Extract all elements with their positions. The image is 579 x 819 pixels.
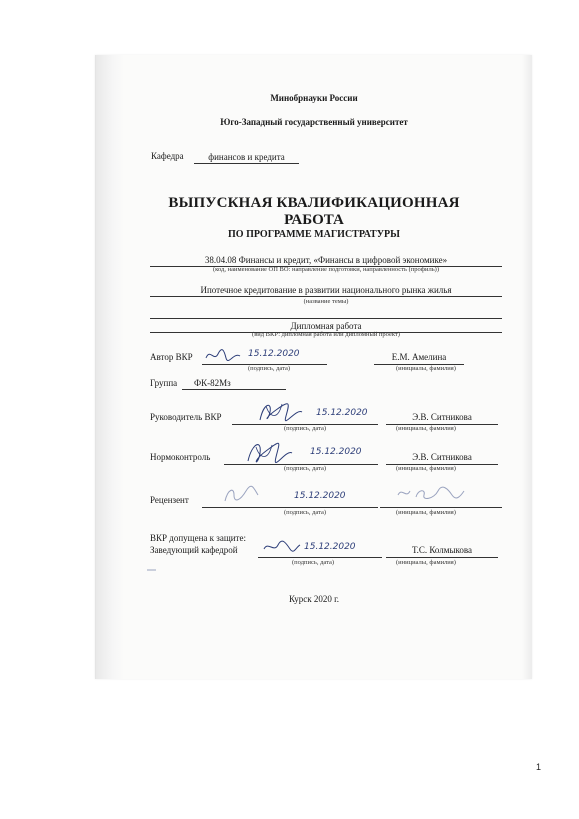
head-name-caption: (инициалы, фамилия) — [396, 559, 456, 566]
reviewer-sign-caption: (подпись, дата) — [284, 509, 327, 516]
author-name: Е.М. Амелина — [374, 352, 464, 365]
supervisor-name-caption: (инициалы, фамилия) — [396, 425, 456, 432]
author-name-caption: (инициалы, фамилия) — [396, 365, 456, 372]
supervisor-name: Э.В. Ситникова — [386, 412, 498, 425]
head-sign-caption: (подпись, дата) — [292, 559, 335, 566]
author-signature — [204, 346, 244, 364]
work-type-field: Дипломная работа — [150, 320, 502, 333]
ministry-heading: Минобрнауки России — [270, 93, 358, 103]
city-year: Курск 2020 г. — [288, 594, 340, 604]
author-sign-caption: (подпись, дата) — [248, 365, 291, 372]
group-label: Группа — [150, 378, 178, 388]
head-name: Т.С. Колмыкова — [386, 545, 498, 558]
scanned-title-page — [95, 55, 532, 679]
topic-field: Ипотечное кредитование в развитии национального рынка жилья — [150, 284, 502, 297]
thesis-title-line1: ВЫПУСКНАЯ КВАЛИФИКАЦИОННАЯ — [168, 195, 460, 211]
reviewer-label: Рецензент — [150, 495, 189, 505]
work-type-caption: (вид ВКР: дипломная работа или дипломный проект) — [252, 331, 400, 338]
normcontrol-label: Нормоконтроль — [150, 452, 211, 462]
direction-caption: (код, наименование ОП ВО: направление подготовки, направленность (профиль)) — [213, 266, 439, 273]
supervisor-label: Руководитель ВКР — [150, 412, 222, 422]
program-level: ПО ПРОГРАММЕ МАГИСТРАТУРЫ — [228, 229, 400, 240]
scan-edge-shadow — [522, 55, 532, 679]
normcontrol-name: Э.В. Ситникова — [386, 452, 498, 465]
reviewer-name-handwritten — [396, 485, 466, 501]
normcontrol-name-caption: (инициалы, фамилия) — [396, 465, 456, 472]
reviewer-signature — [222, 483, 262, 505]
head-signature — [262, 539, 302, 555]
head-label: Заведующий кафедрой — [150, 545, 238, 555]
direction-field: 38.04.08 Финансы и кредит, «Финансы в цифровой экономике» — [150, 254, 502, 267]
supervisor-signature — [256, 398, 306, 426]
department-label: Кафедра — [151, 151, 184, 161]
scan-binding-shadow — [96, 55, 124, 679]
page-number: 1 — [535, 762, 541, 772]
author-date: 15.12.2020 — [248, 349, 300, 359]
thesis-title-line2: РАБОТА — [284, 212, 344, 228]
topic-caption: (название темы) — [303, 298, 349, 305]
ink-mark — [146, 567, 158, 573]
normcontrol-sign-caption: (подпись, дата) — [284, 465, 327, 472]
head-date: 15.12.2020 — [304, 542, 356, 552]
admitted-label: ВКР допущена к защите: — [150, 533, 246, 543]
reviewer-name-caption: (инициалы, фамилия) — [396, 509, 456, 516]
author-label: Автор ВКР — [150, 352, 193, 362]
topic-extra-line — [150, 317, 502, 319]
normcontrol-date: 15.12.2020 — [310, 447, 362, 457]
university-heading: Юго-Западный государственный университет — [220, 117, 408, 127]
reviewer-date: 15.12.2020 — [294, 491, 346, 501]
normcontrol-signature — [244, 437, 294, 467]
department-value: финансов и кредита — [194, 151, 299, 164]
supervisor-date: 15.12.2020 — [316, 408, 368, 418]
group-value: ФК-82Мз — [182, 378, 286, 390]
supervisor-sign-caption: (подпись, дата) — [284, 425, 327, 432]
